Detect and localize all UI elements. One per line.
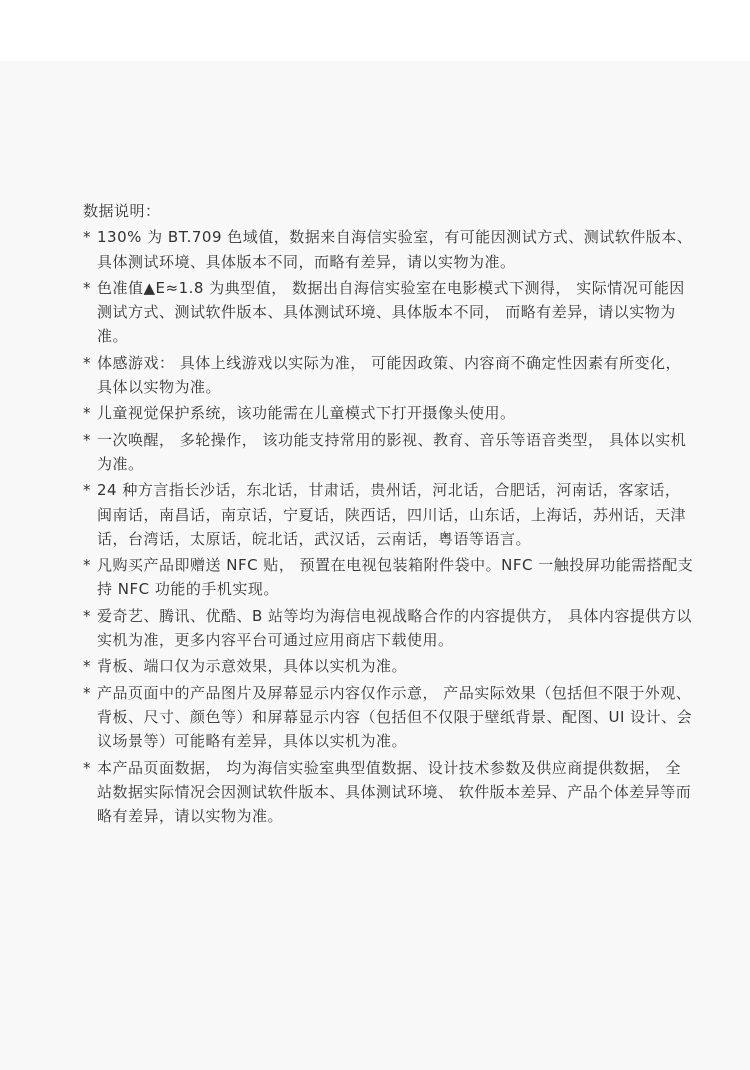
note-text: 爱奇艺、腾讯、优酷、B 站等均为海信电视战略合作的内容提供方， 具体内容提供方以实机为准，更多内容平台可通过应用商店下载使用。 (97, 606, 692, 650)
note-bullet: * (83, 556, 91, 575)
note-text: 凡购买产品即赠送 NFC 贴， 预置在电视包装箱附件袋中。NFC 一触投屏功能需搭配支持 NFC 功能的手机实现。 (97, 556, 694, 599)
note-item (83, 401, 694, 425)
note-bullet: * (83, 353, 91, 372)
note-text: 产品页面中的产品图片及屏幕显示内容仅作示意， 产品实际效果（包括但不限于外观、背板、尺寸、颜色等）和屏幕显示内容（包括但不仅限于壁纸背景、配图、UI 设计、会议场景等）可能略有差异，具体以实机为准。 (97, 683, 693, 751)
data-notes-section (0, 61, 750, 1070)
note-item (83, 604, 694, 653)
note-bullet: * (83, 657, 91, 676)
notes-list (83, 225, 694, 828)
note-item (83, 478, 694, 551)
note-text: 130% 为 BT.709 色域值，数据来自海信实验室，有可能因测试方式、测试软件版本、具体测试环境、具体版本不同，而略有差异，请以实物为准。 (97, 228, 693, 271)
note-text: 本产品页面数据， 均为海信实验室典型值数据、设计技术参数及供应商提供数据， 全站数据实际情况会因测试软件版本、具体测试环境、 软件版本差异、产品个体差异等而略有差异，请以实物为准。 (97, 758, 692, 826)
note-item (83, 276, 694, 349)
note-item (83, 756, 694, 829)
note-bullet: * (83, 683, 91, 702)
note-bullet: * (83, 430, 91, 449)
note-bullet: * (83, 606, 91, 625)
note-item (83, 681, 694, 754)
note-text: 一次唤醒， 多轮操作， 该功能支持常用的影视、教育、音乐等语音类型， 具体以实机为准。 (97, 430, 687, 473)
note-text: 背板、端口仅为示意效果，具体以实机为准。 (97, 657, 408, 676)
note-bullet: * (83, 481, 91, 500)
note-bullet: * (83, 228, 91, 247)
top-blank-area (0, 0, 750, 61)
note-item (83, 351, 694, 400)
note-bullet: * (83, 278, 91, 297)
notes-heading: 数据说明： (83, 202, 161, 220)
note-text: 24 种方言指长沙话，东北话，甘肃话，贵州话，河北话，合肥话，河南话，客家话，闽南话，南昌话，南京话，宁夏话，陕西话，四川话，山东话，上海话，苏州话，天津话，台湾话，太原话，皖北话，武汉话，云南话，粤语等语言。 (97, 481, 687, 548)
note-item (83, 225, 694, 274)
note-bullet: * (83, 758, 91, 777)
note-item (83, 553, 694, 602)
note-text: 色准值▲E≈1.8 为典型值， 数据出自海信实验室在电影模式下测得， 实际情况可能因测试方式、测试软件版本、具体测试环境、具体版本不同， 而略有差异，请以实物为准。 (97, 278, 685, 346)
note-text: 儿童视觉保护系统，该功能需在儿童模式下打开摄像头使用。 (97, 404, 516, 423)
note-item (83, 428, 694, 477)
note-text: 体感游戏： 具体上线游戏以实际为准， 可能因政策、内容商不确定性因素有所变化，具体以实物为准。 (97, 353, 682, 397)
note-bullet: * (83, 404, 91, 423)
note-item (83, 654, 694, 678)
